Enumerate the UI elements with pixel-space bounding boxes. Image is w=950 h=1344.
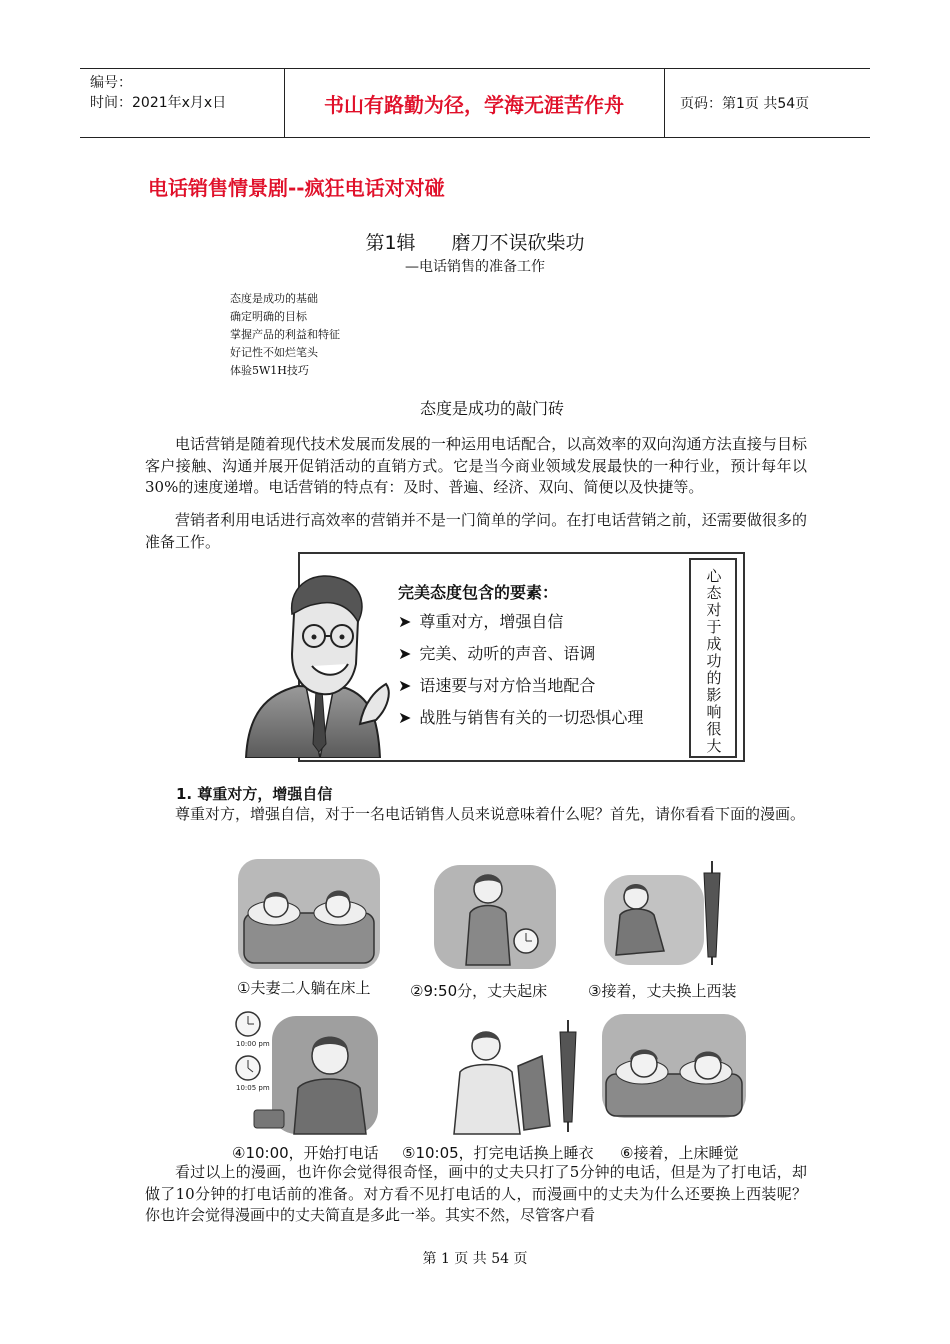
comic-panel-husband-calls: [232, 1006, 382, 1138]
list-item: ➤ 语速要与对方恰当地配合: [398, 676, 596, 695]
outline-item: 掌握产品的利益和特征: [230, 328, 340, 341]
clock-label: 10:00 pm: [236, 1040, 270, 1048]
comic-caption: ④10:00，开始打电话: [232, 1144, 379, 1162]
attitude-heading: 完美态度包含的要素：: [398, 583, 559, 602]
list-item: ➤ 尊重对方，增强自信: [398, 612, 564, 631]
paragraph: 看过以上的漫画，也许你会觉得很奇怪，画中的丈夫只打了5分钟的电话，但是为了打电话，却做了10分钟的打电话前的准备。对方看不见打电话的人，而漫画中的丈夫为什么还要换上西装呢？你也许会觉得漫画中的丈夫简直是多此一举。其实不然，尽管客户看: [145, 1163, 807, 1224]
side-note-box: [689, 558, 737, 758]
outline-item: 态度是成功的基础: [230, 292, 318, 305]
section-title: 态度是成功的敲门砖: [419, 399, 564, 418]
header-motto: 书山有路勤为径，学海无涯苦作舟: [324, 92, 624, 117]
comic-caption: ③接着，丈夫换上西装: [588, 982, 737, 1000]
list-item: ➤ 战胜与销售有关的一切恐惧心理: [398, 708, 644, 727]
comic-panel-husband-wakes: [430, 855, 560, 973]
paragraph: 电话营销是随着现代技术发展而发展的一种运用电话配合，以高效率的双向沟通方法直接与目标客户接触、沟通并展开促销活动的直销方式。它是当今商业领域发展最快的一种行业，预计每年以30%的速度递增。电话营销的特点有：及时、普遍、经济、双向、简便以及快捷等。: [145, 435, 807, 496]
document-title: 电话销售情景剧--疯狂电话对对碰: [148, 176, 445, 200]
outline-item: 好记性不如烂笔头: [230, 346, 318, 359]
page-footer: 第 1 页 共 54 页: [422, 1251, 528, 1267]
outline-item: 确定明确的目标: [230, 310, 307, 323]
header-page-info: 页码：第1页 共54页: [680, 96, 810, 112]
chapter-name: 磨刀不误砍柴功: [451, 232, 585, 254]
header-meta: [90, 73, 226, 113]
arrow-icon: ➤: [398, 676, 412, 695]
comic-caption: ①夫妻二人躺在床上: [237, 979, 371, 997]
comic-panel-couple-in-bed: [234, 855, 384, 973]
comic-caption: ⑥接着，上床睡觉: [620, 1144, 739, 1162]
subheading: 1. 尊重对方，增强自信: [176, 785, 333, 803]
paragraph: 尊重对方，增强自信，对于一名电话销售人员来说意味着什么呢？首先，请你看看下面的漫画。: [175, 805, 806, 823]
arrow-icon: ➤: [398, 644, 412, 663]
arrow-icon: ➤: [398, 708, 412, 727]
comic-panel-husband-changes-pajamas: [432, 1016, 582, 1138]
attitude-list: [398, 612, 643, 740]
chapter-title: [0, 228, 950, 255]
outline-item: 体验5W1H技巧: [230, 364, 309, 377]
header-table: [80, 68, 870, 138]
chapter-outline: [230, 290, 340, 380]
paragraph: 营销者利用电话进行高效率的营销并不是一门简单的学问。在打电话营销之前，还需要做很多的准备工作。: [145, 511, 807, 551]
arrow-icon: ➤: [398, 612, 412, 631]
comic-panel-husband-changes-suit: [598, 855, 728, 973]
clock-label: 10:05 pm: [236, 1084, 270, 1092]
chapter-number: 第1辑: [365, 232, 416, 254]
side-note-text: 心态对于成功的影响很大: [706, 567, 722, 755]
comic-caption: ⑤10:05，打完电话换上睡衣: [402, 1144, 594, 1162]
chapter-subtitle: —电话销售的准备工作: [405, 259, 545, 275]
businessman-illustration: [236, 574, 396, 758]
comic-caption: ②9:50分，丈夫起床: [410, 982, 548, 1000]
time-label: 时间：2021年x月x日: [90, 95, 227, 111]
comic-panel-husband-goes-to-sleep: [598, 1010, 750, 1122]
number-label: 编号：: [90, 75, 132, 91]
list-item: ➤ 完美、动听的声音、语调: [398, 644, 596, 663]
